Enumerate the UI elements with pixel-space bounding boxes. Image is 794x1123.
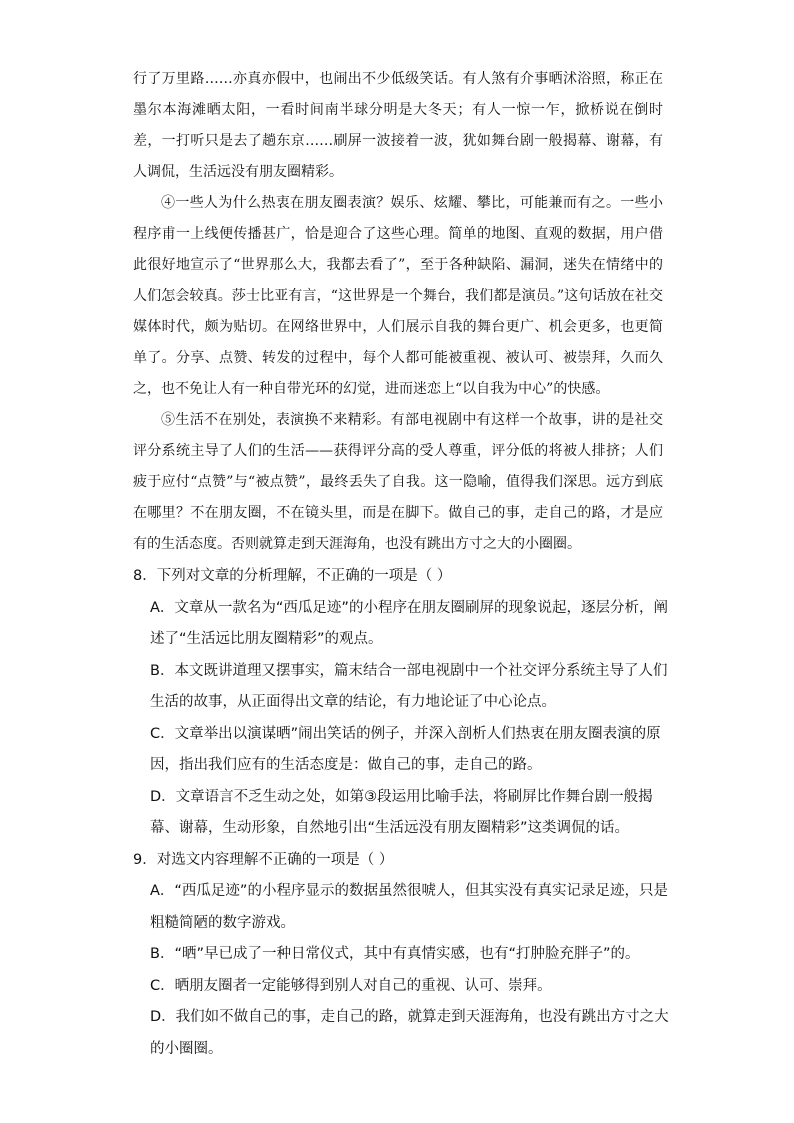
question-stem: 9．对选文内容理解不正确的一项是（ ） — [133, 851, 394, 868]
passage-paragraph-5: ⑤生活不在别处，表演换不来精彩。有部电视剧中有这样一个故事，讲的是社交评分系统主导了人们的生活——获得评分高的受人尊重，评分低的将被人排挤；人们疲于应付“点赞”与“被点赞”，最终丢失了自我。这一隐喻，值得我们深思。远方到底在哪里？不在朋友圈，不在镜头里，而是在脚下。做自己的事，走自己的路，才是应有的生活态度。否则就算走到天涯海角，也没有跳出方寸之大的小圈圈。 — [133, 412, 663, 552]
option-c: C．晒朋友圈者一定能够得到别人对自己的重视、认可、崇拜。 — [150, 977, 552, 994]
option-d: D．文章语言不乏生动之处，如第③段运用比喻手法，将刷屏比作舞台剧一般揭幕、谢幕，生动形象，自然地引出“生活远没有朋友圈精彩”这类调侃的话。 — [150, 788, 653, 836]
option-list — [133, 876, 673, 1065]
option-b: B．本文既讲道理又摆事实，篇末结合一部电视剧中一个社交评分系统主导了人们生活的故事，从正面得出文章的结论，有力地论证了中心论点。 — [150, 662, 668, 710]
option-b: B．“晒”早已成了一种日常仪式，其中有真情实感，也有“打肿脸充胖子”的。 — [150, 946, 640, 962]
option-c: C．文章举出以演谋晒”闹出笑话的例子，并深入剖析人们热衷在朋友圈表演的原因，指出我们应有的生活态度是：做自己的事，走自己的路。 — [150, 725, 661, 773]
option-a: A．文章从一款名为“西瓜足迹”的小程序在朋友圈刷屏的现象说起，逐层分析，阐述了“生活远比朋友圈精彩”的观点。 — [150, 599, 668, 647]
option-a: A．“西瓜足迹”的小程序显示的数据虽然很唬人，但其实没有真实记录足迹，只是粗糙简陋的数字游戏。 — [150, 883, 668, 931]
passage-paragraph-3-continued: 行了万里路……亦真亦假中，也闹出不少低级笑话。有人煞有介事晒沭浴照，称正在墨尔本海滩晒太阳，一看时间南半球分明是大冬天；有人一惊一乍，掀桥说在倒时差，一打听只是去了趟东京……刷屏一波接着一波，犹如舞台剧一般揭幕、谢幕，有人调侃，生活远没有朋友圈精彩。 — [133, 71, 663, 180]
reading-passage — [133, 64, 663, 560]
option-list — [133, 593, 673, 845]
passage-paragraph-4: ④一些人为什么热衷在朋友圈表演？娱乐、炫耀、攀比，可能兼而有之。一些小程序甫一上线便传播甚广，恰是迎合了这些心理。简单的地图、直观的数据，用户借此很好地宣示了“世界那么大，我都去看了”，至于各种缺陷、漏洞，迷失在情绪中的人们怎会较真。莎士比亚有言，“这世界是一个舞台，我们都是演员。”这句话放在社交媒体时代，颇为贴切。在网络世界中，人们展示自我的舞台更广、机会更多，也更简单了。分享、点赞、转发的过程中，每个人都可能被重视、被认可、被崇拜，久而久之，也不免让人有一种自带光环的幻觉，进而迷恋上“以自我为中心”的快感。 — [133, 195, 663, 397]
question-section — [133, 561, 673, 1065]
option-d: D．我们如不做自己的事，走自己的路，就算走到天涯海角，也没有跳出方寸之大的小圈圈。 — [150, 1009, 669, 1057]
question-8 — [133, 561, 673, 845]
question-stem: 8．下列对文章的分析理解，不正确的一项是（ ） — [133, 568, 452, 584]
question-9 — [133, 845, 673, 1066]
